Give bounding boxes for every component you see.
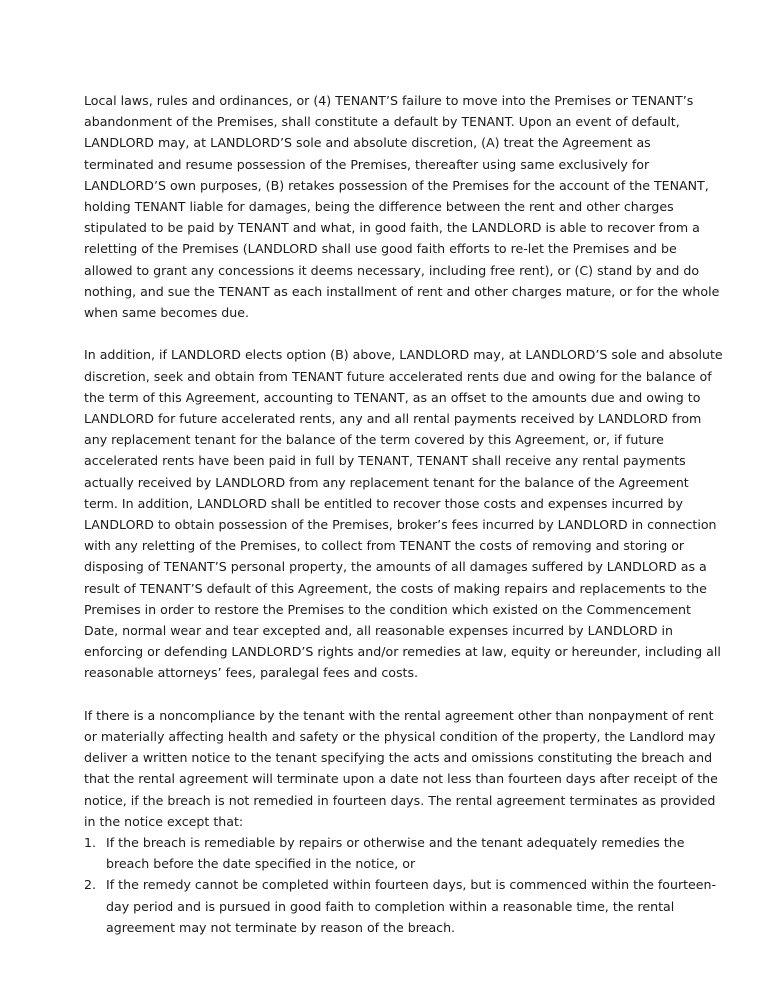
paragraph-default-remedies: Local laws, rules and ordinances, or (4) TENANT’S failure to move into the Premises or TENANT’s abandonment of the Premises, shall constitute a default by TENANT. Upon an event of default, LANDLORD may, at LANDLORD’S sole and absolute discretion, (A) treat the Agreement as terminated and resume possession of the Premises, thereafter using same exclusively for LANDLORD’S own purposes, (B) retakes possession of the Premises for the account of the TENANT, holding TENANT liable for damages, being the difference between the rent and other charges stipulated to be paid by TENANT and what, in good faith, the LANDLORD is able to recover from a reletting of the Premises (LANDLORD shall use good faith efforts to re-let the Premises and be allowed to grant any concessions it deems necessary, including free rent), or (C) stand by and do nothing, and sue the TENANT as each installment of rent and other charges mature, or for the whole when same becomes due. (84, 93, 720, 321)
document-body (84, 90, 724, 938)
list-item (84, 832, 724, 874)
list-item-number: 1. (84, 835, 97, 851)
list-item (84, 874, 724, 938)
paragraph-noncompliance: If there is a noncompliance by the tenant with the rental agreement other than nonpayment of rent or materially affecting health and safety or the physical condition of the property, the Landlord may deliver a written notice to the tenant specifying the acts and omissions constituting the breach and that the rental agreement will terminate upon a date not less than fourteen days after receipt of the notice, if the breach is not remedied in fourteen days. The rental agreement terminates as provided in the notice except that: (84, 707, 718, 829)
list-item-number: 2. (84, 877, 97, 893)
list-item-text: If the remedy cannot be completed within fourteen days, but is commenced within the fourteen-day period and is pursued in good faith to completion within a reasonable time, the rental agreement may not terminate by reason of the breach. (106, 877, 717, 935)
paragraph-accelerated-rents: In addition, if LANDLORD elects option (B) above, LANDLORD may, at LANDLORD’S sole and absolute discretion, seek and obtain from TENANT future accelerated rents due and owing for the balance of the term of this Agreement, accounting to TENANT, as an offset to the amounts due and owing to LANDLORD for future accelerated rents, any and all rental payments received by LANDLORD from any replacement tenant for the balance of the term covered by this Agreement, or, if future accelerated rents have been paid in full by TENANT, TENANT shall receive any rental payments actually received by LANDLORD from any replacement tenant for the balance of the Agreement term. In addition, LANDLORD shall be entitled to recover those costs and expenses incurred by LANDLORD to obtain possession of the Premises, broker’s fees incurred by LANDLORD in connection with any reletting of the Premises, to collect from TENANT the costs of removing and storing or disposing of TENANT’S personal property, the amounts of all damages suffered by LANDLORD as a result of TENANT’S default of this Agreement, the costs of making repairs and replacements to the Premises in order to restore the Premises to the condition which existed on the Commencement Date, normal wear and tear excepted and, all reasonable expenses incurred by LANDLORD in enforcing or defending LANDLORD’S rights and/or remedies at law, equity or hereunder, including all reasonable attorneys’ fees, paralegal fees and costs. (84, 347, 723, 681)
exceptions-list (84, 832, 724, 938)
list-item-text: If the breach is remediable by repairs or otherwise and the tenant adequately remedies the breach before the date specified in the notice, or (106, 835, 685, 872)
